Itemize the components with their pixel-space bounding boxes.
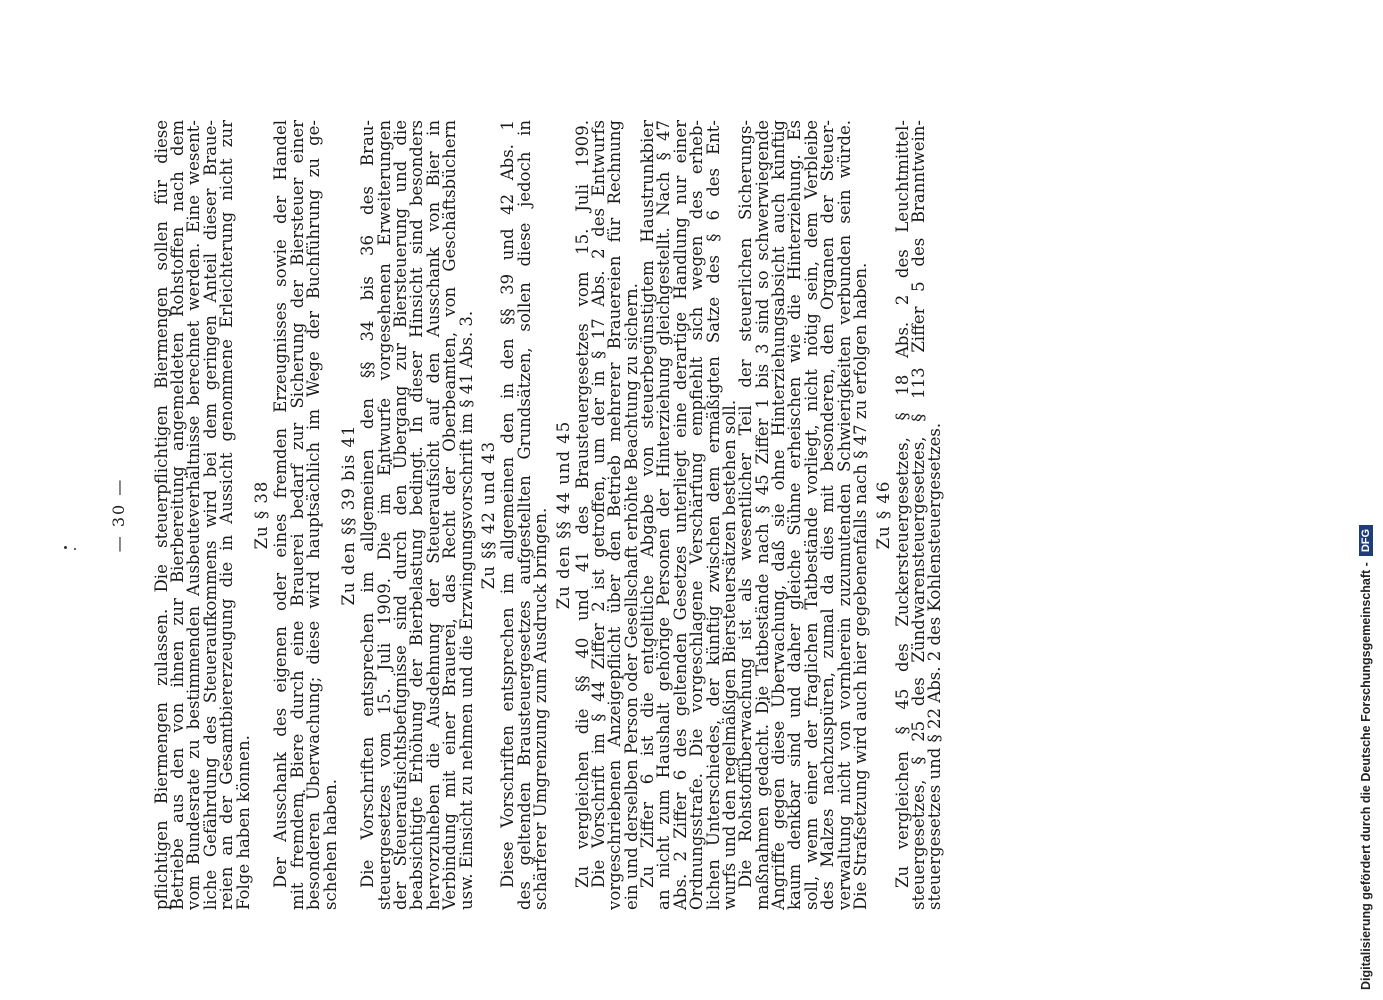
text-line: schärferer Umgrenzung zum Ausdruck bringen. xyxy=(530,507,550,910)
digitization-note: Digitalisierung gefördert durch die Deutsche Forschungsgemeinschaft - xyxy=(1359,562,1373,990)
section-heading: Zu den §§ 39 bis 41 xyxy=(339,424,359,606)
text-line: pflichtigen Biermengen zulassen. Die steuerpflichtigen Biermengen sollen für diese xyxy=(151,120,171,910)
text-line: soll, wenn einer der fraglichen Tatbestände vorliegt, nicht nötig sein, dem Verbleibe xyxy=(801,120,821,910)
text-line: kaum denkbar sind und daher gleiche Sühne erheischen wie die Hinterziehung. Es xyxy=(785,120,805,910)
section-heading: Zu § 46 xyxy=(873,480,893,550)
text-line: usw. Einsicht zu nehmen und die Erzwingungsvorschrift im § 41 Abs. 3. xyxy=(456,310,476,910)
section-heading: Zu § 38 xyxy=(252,480,272,550)
text-line: des geltenden Brausteuergesetzes aufgestellten Grundsätzen, sollen diese jedoch in xyxy=(514,120,534,910)
text-line: wurfs und den regelmäßigen Biersteuersätzen bestehen soll. xyxy=(719,399,739,910)
scan-speck xyxy=(74,548,76,550)
text-line: mit fremdem Biere durch eine Brauerei bedarf zur Sicherung der Biersteuer einer xyxy=(287,120,307,910)
text-line: reien an der Gesamtbiererzeugung die in Aussicht genommene Erleichterung nicht zur xyxy=(217,120,237,910)
text-line: des Malzes nachzuspüren, zumal da dies mit besonderen, den Organen der Steuer- xyxy=(818,120,838,910)
text-line: vorgeschriebenen Anzeigepflicht über den Betrieb mehrerer Brauereien für Rechnung xyxy=(605,120,625,910)
text-line: liche Gefährdung des Steueraufkommens wird bei dem geringen Anteil dieser Braue- xyxy=(200,120,220,910)
text-line: Zu vergleichen die §§ 40 und 41 des Brausteuergesetzes vom 15. Juli 1909. xyxy=(572,120,592,888)
text-line: vom Bundesrate zu bestimmenden Ausbeuteverhältnisse berechnet werden. Eine wesent- xyxy=(184,120,204,910)
text-line: Die Rohstoffüberwachung ist als wesentlicher Teil der steuerlichen Sicherungs- xyxy=(736,120,756,888)
text-line: schehen haben. xyxy=(320,778,340,910)
text-line: Abs. 2 Ziffer 6 des geltenden Gesetzes unterliegt eine derartige Handlung nur einer xyxy=(670,120,690,910)
text-line: Verbindung mit einer Brauerei, das Recht der Oberbeamten, von Geschäftsbüchern xyxy=(440,120,460,910)
text-line: Folge haben können. xyxy=(233,735,253,910)
text-line: Ordnungsstrafe. Die vorgeschlagene Verschärfung empfiehlt sich wegen des erheb- xyxy=(687,120,707,910)
text-line: Die Vorschrift im § 44 Ziffer 2 ist getroffen, um der in § 17 Abs. 2 des Entwurfs xyxy=(588,120,608,888)
text-line: Diese Vorschriften entsprechen im allgemeinen den in den §§ 39 und 42 Abs. 1 xyxy=(498,120,518,888)
text-line: Zu Ziffer 6 ist die entgeltliche Abgabe von steuerbegünstigtem Haustrunkbier xyxy=(638,120,658,888)
text-line: Betriebe aus den von ihnen zur Bierbereitung angemeldeten Rohstoffen nach dem xyxy=(168,120,188,910)
text-line: steuergesetzes und § 22 Abs. 2 des Kohlensteuergesetzes. xyxy=(925,422,945,910)
text-line: steuergesetzes, § 25 des Zündwarensteuergesetzes, § 113 Ziffer 5 des Branntwein- xyxy=(908,120,928,910)
scan-speck xyxy=(64,546,67,549)
text-line: ein und derselben Person oder Gesellschaft erhöhte Beachtung zu sichern. xyxy=(621,283,641,910)
text-line: besonderen Überwachung; diese wird hauptsächlich im Wege der Buchführung zu ge- xyxy=(304,120,324,910)
rotated-text-block xyxy=(109,120,1289,910)
text-line: steuergesetzes vom 15. Juli 1909. Die im Entwurfe vorgesehenen Erweiterungen xyxy=(374,120,394,910)
dfg-logo: DFG xyxy=(1359,525,1373,556)
text-line: hervorzuheben die Ausdehnung der Steueraufsicht auf den Ausschank von Bier in xyxy=(423,120,443,910)
text-line: lichen Unterschiedes, der künftig zwischen dem ermäßigten Satze des § 6 des Ent- xyxy=(703,120,723,910)
text-line: Die Vorschriften entsprechen im allgemeinen den §§ 34 bis 36 des Brau- xyxy=(358,120,378,888)
section-heading: Zu §§ 42 und 43 xyxy=(479,440,499,590)
text-line: verwaltung nicht von vornherein zuzumutenden Schwierigkeiten verbunden sein würde. xyxy=(834,120,854,910)
text-line: an nicht zum Haushalt gehörige Personen der Hinterziehung gleichgestellt. Nach § 47 xyxy=(654,120,674,910)
text-line: Die Strafsetzung wird auch hier gegebenenfalls nach § 47 zu erfolgen haben. xyxy=(850,262,870,910)
text-line: Zu vergleichen § 45 des Zuckersteuergesetzes, § 18 Abs. 2 des Leuchtmittel- xyxy=(892,120,912,888)
section-heading: Zu den §§ 44 und 45 xyxy=(553,420,573,610)
text-line: maßnahmen gedacht. Die Tatbestände nach § 45 Ziffer 1 bis 3 sind so schwerwiegende xyxy=(752,120,772,910)
page-number: — 30 — xyxy=(109,477,128,553)
text-line: Der Ausschank des eigenen oder eines fremden Erzeugnisses sowie der Handel xyxy=(271,120,291,888)
text-line: beabsichtigte Erhöhung der Bierbelastung bedingt. In dieser Hinsicht sind besonders xyxy=(407,120,427,910)
text-line: der Steueraufsichtsbefugnisse sind durch den Übergang zur Biersteuerung und die xyxy=(391,120,411,910)
text-line: Angriffe gegen diese Überwachung, daß sie ohne Hinterziehungsabsicht auch künftig xyxy=(769,120,789,910)
digitization-footer xyxy=(1355,10,1377,990)
